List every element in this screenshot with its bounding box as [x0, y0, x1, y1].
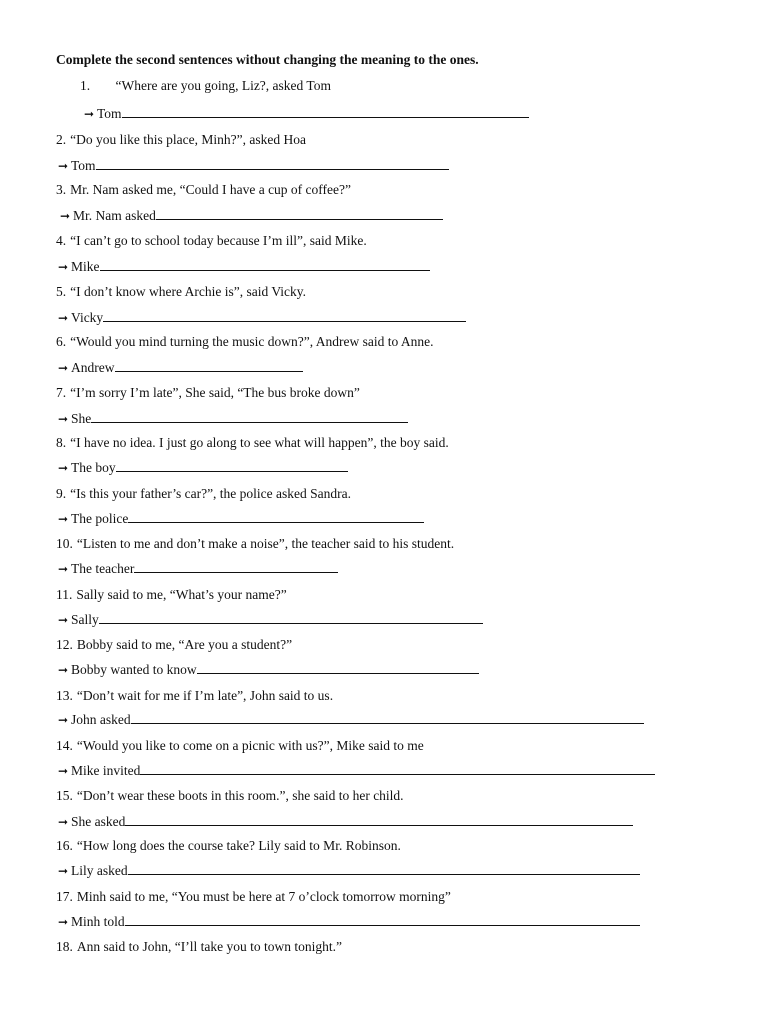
- answer-line: [58, 813, 633, 831]
- answer-blank[interactable]: [122, 105, 529, 118]
- answer-line: [58, 611, 483, 629]
- arrow-icon: ➞: [58, 512, 69, 526]
- question-number: 7.: [56, 385, 67, 400]
- answer-blank[interactable]: [140, 762, 655, 775]
- question-text: “Would you mind turning the music down?”, Andrew said to Anne.: [70, 334, 434, 349]
- answer-start: Mike: [71, 259, 100, 274]
- question-text: Minh said to me, “You must be here at 7 o’clock tomorrow morning”: [76, 889, 451, 904]
- answer-line: [58, 359, 303, 377]
- answer-line: [58, 560, 338, 578]
- question-text: “Would you like to come on a picnic with us?”, Mike said to me: [76, 738, 424, 753]
- question-prompt: [56, 232, 367, 250]
- question-prompt: [56, 535, 454, 553]
- question-prompt: [56, 434, 449, 452]
- question-number: 6.: [56, 334, 67, 349]
- answer-line: [84, 105, 529, 123]
- question-text: “Don’t wait for me if I’m late”, John said to us.: [76, 688, 334, 703]
- question-number: 13.: [56, 688, 73, 703]
- arrow-icon: ➞: [58, 412, 69, 426]
- answer-blank[interactable]: [91, 410, 408, 423]
- question-prompt: [56, 131, 306, 149]
- arrow-icon: ➞: [58, 562, 69, 576]
- question-prompt: [56, 333, 434, 351]
- question-number: 9.: [56, 486, 67, 501]
- question-text: “I have no idea. I just go along to see what will happen”, the boy said.: [70, 435, 449, 450]
- arrow-icon: ➞: [84, 107, 95, 121]
- arrow-icon: ➞: [58, 159, 69, 173]
- answer-start: The police: [71, 511, 129, 526]
- answer-start: Minh told: [71, 914, 125, 929]
- question-number: 16.: [56, 838, 73, 853]
- question-text: “I can’t go to school today because I’m ill”, said Mike.: [70, 233, 367, 248]
- question-text: “Is this your father’s car?”, the police asked Sandra.: [70, 486, 352, 501]
- answer-start: Lily asked: [71, 863, 128, 878]
- arrow-icon: ➞: [58, 361, 69, 375]
- arrow-icon: ➞: [58, 613, 69, 627]
- answer-line: [58, 762, 655, 780]
- answer-blank[interactable]: [99, 611, 483, 624]
- answer-blank[interactable]: [125, 913, 640, 926]
- answer-line: [60, 207, 443, 225]
- answer-line: [58, 913, 640, 931]
- question-prompt: [56, 888, 451, 906]
- question-prompt: [56, 636, 292, 654]
- answer-line: [58, 510, 424, 528]
- answer-start: Bobby wanted to know: [71, 662, 197, 677]
- answer-line: [58, 410, 408, 428]
- question-text: “Where are you going, Liz?, asked Tom: [112, 78, 331, 93]
- answer-start: John asked: [71, 712, 131, 727]
- answer-start: The teacher: [71, 561, 135, 576]
- question-number: 17.: [56, 889, 73, 904]
- question-number: 4.: [56, 233, 67, 248]
- question-text: “Don’t wear these boots in this room.”, she said to her child.: [76, 788, 404, 803]
- question-prompt: [56, 938, 342, 956]
- question-number: 18.: [56, 939, 73, 954]
- arrow-icon: ➞: [58, 663, 69, 677]
- question-prompt: [56, 283, 306, 301]
- question-text: Sally said to me, “What’s your name?”: [76, 587, 287, 602]
- arrow-icon: ➞: [58, 461, 69, 475]
- arrow-icon: ➞: [58, 815, 69, 829]
- answer-line: [58, 258, 430, 276]
- question-prompt: [56, 687, 333, 705]
- answer-start: Vicky: [71, 310, 104, 325]
- answer-blank[interactable]: [128, 862, 640, 875]
- answer-line: [58, 711, 644, 729]
- answer-start: Tom: [97, 106, 122, 121]
- answer-line: [58, 661, 479, 679]
- arrow-icon: ➞: [58, 864, 69, 878]
- arrow-icon: ➞: [58, 311, 69, 325]
- question-number: 8.: [56, 435, 67, 450]
- answer-start: The boy: [71, 460, 116, 475]
- answer-line: [58, 862, 640, 880]
- worksheet-title: Complete the second sentences without changing the meaning to the ones.: [56, 52, 479, 67]
- answer-blank[interactable]: [131, 711, 644, 724]
- question-text: Ann said to John, “I’ll take you to town tonight.”: [76, 939, 342, 954]
- question-prompt: [56, 586, 287, 604]
- question-prompt: [80, 77, 331, 95]
- question-prompt: [56, 485, 351, 503]
- question-text: “Do you like this place, Minh?”, asked Hoa: [70, 132, 306, 147]
- question-number: 15.: [56, 788, 73, 803]
- question-number: 12.: [56, 637, 73, 652]
- arrow-icon: ➞: [58, 260, 69, 274]
- question-number: 14.: [56, 738, 73, 753]
- answer-line: [58, 309, 466, 327]
- question-prompt: [56, 787, 404, 805]
- question-text: “I’m sorry I’m late”, She said, “The bus broke down”: [70, 385, 360, 400]
- answer-start: Mr. Nam asked: [73, 208, 156, 223]
- question-number: 11.: [56, 587, 73, 602]
- question-number: 10.: [56, 536, 73, 551]
- answer-start: She asked: [71, 814, 126, 829]
- answer-blank[interactable]: [156, 207, 443, 220]
- question-prompt: [56, 181, 351, 199]
- question-number: 3.: [56, 182, 67, 197]
- answer-blank[interactable]: [125, 813, 633, 826]
- question-prompt: [56, 737, 424, 755]
- question-prompt: [56, 384, 360, 402]
- answer-blank[interactable]: [116, 459, 348, 472]
- arrow-icon: ➞: [58, 764, 69, 778]
- answer-blank[interactable]: [115, 359, 303, 372]
- answer-start: She: [71, 411, 92, 426]
- question-number: 5.: [56, 284, 67, 299]
- answer-start: Tom: [71, 158, 96, 173]
- question-text: “I don’t know where Archie is”, said Vicky.: [70, 284, 307, 299]
- question-text: Mr. Nam asked me, “Could I have a cup of coffee?”: [70, 182, 352, 197]
- answer-start: Andrew: [71, 360, 115, 375]
- question-number: 2.: [56, 132, 67, 147]
- arrow-icon: ➞: [60, 209, 71, 223]
- arrow-icon: ➞: [58, 915, 69, 929]
- question-text: “Listen to me and don’t make a noise”, the teacher said to his student.: [76, 536, 455, 551]
- answer-blank[interactable]: [96, 157, 449, 170]
- question-text: “How long does the course take? Lily said to Mr. Robinson.: [76, 838, 401, 853]
- answer-blank[interactable]: [197, 661, 479, 674]
- question-number: 1.: [80, 78, 91, 93]
- answer-start: Mike invited: [71, 763, 141, 778]
- answer-blank[interactable]: [128, 510, 424, 523]
- answer-blank[interactable]: [100, 258, 430, 271]
- answer-blank[interactable]: [134, 560, 338, 573]
- answer-line: [58, 157, 449, 175]
- answer-line: [58, 459, 348, 477]
- answer-start: Sally: [71, 612, 99, 627]
- question-prompt: [56, 837, 401, 855]
- answer-blank[interactable]: [103, 309, 466, 322]
- question-text: Bobby said to me, “Are you a student?”: [76, 637, 293, 652]
- arrow-icon: ➞: [58, 713, 69, 727]
